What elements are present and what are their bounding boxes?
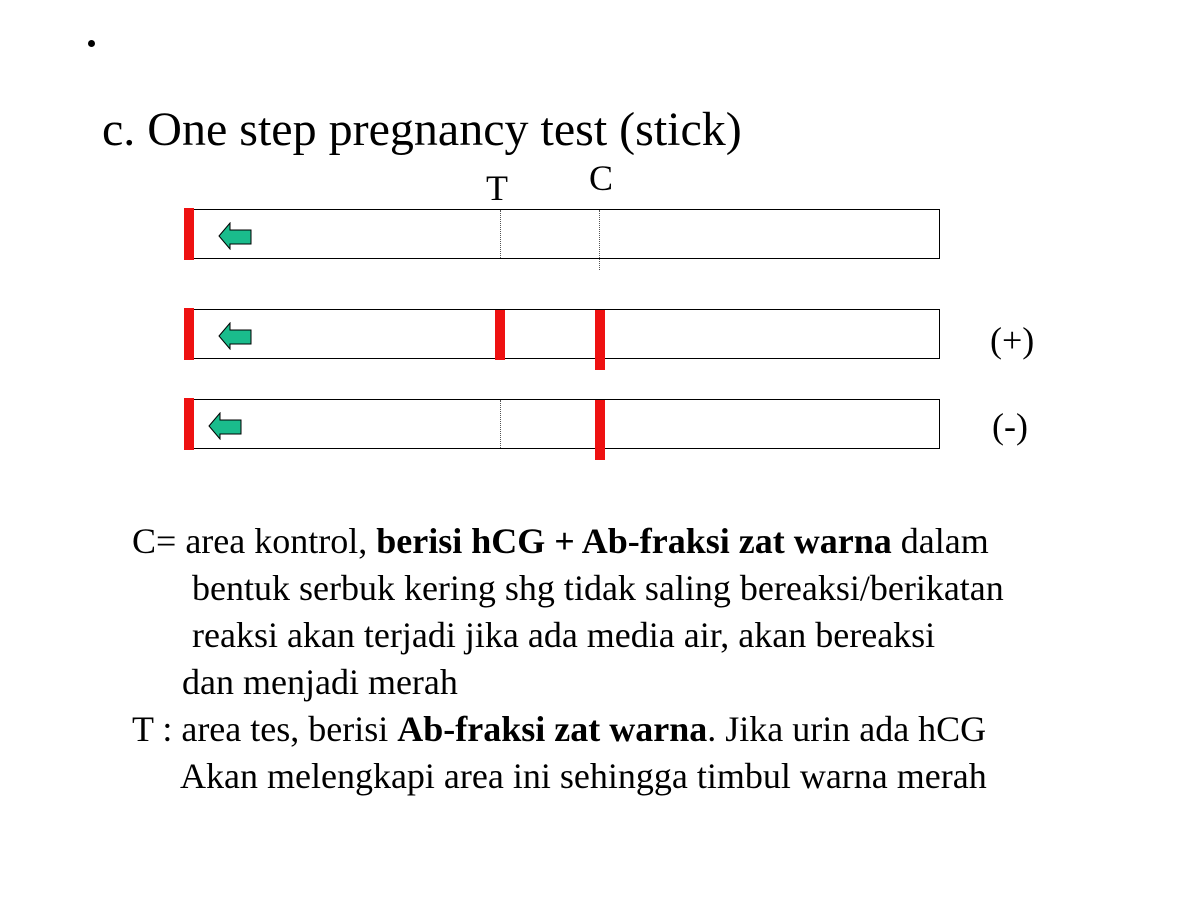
test-strip-negative (190, 399, 940, 449)
c-definition-line-4: dan menjadi merah (182, 662, 458, 702)
bullet-dot (88, 40, 95, 47)
test-position-guide (500, 400, 501, 448)
test-position-guide (500, 210, 501, 258)
c-definition-line-2: bentuk serbuk kering shg tidak saling bereaksi/berikatan (192, 568, 1004, 608)
control-line-label: C (589, 158, 614, 198)
c-definition-line-3: reaksi akan terjadi jika ada media air, akan bereaksi (192, 615, 936, 655)
control-band (595, 310, 605, 370)
description-text (132, 518, 1004, 800)
flow-arrow-icon (218, 322, 252, 350)
t-definition-bold: Ab-fraksi zat warna (397, 709, 708, 749)
test-line-label: T (486, 168, 508, 208)
slide-title: c. One step pregnancy test (stick) (102, 103, 742, 156)
c-definition-line-1: C= area kontrol, berisi hCG + Ab-fraksi zat warna dalam (132, 521, 989, 561)
sample-end-marker (184, 208, 194, 260)
test-strip-reference (190, 209, 940, 259)
sample-end-marker (184, 398, 194, 450)
flow-arrow-icon (218, 222, 252, 250)
sample-end-marker (184, 308, 194, 360)
result-positive-label: (+) (990, 320, 1035, 360)
t-definition-line-2: Akan melengkapi area ini sehingga timbul warna merah (180, 756, 987, 796)
control-position-guide (599, 210, 600, 270)
control-band (595, 400, 605, 460)
t-definition-line-1: T : area tes, berisi Ab-fraksi zat warna. Jika urin ada hCG (132, 709, 987, 749)
c-definition-bold: berisi hCG + Ab-fraksi zat warna (376, 521, 892, 561)
test-band (495, 310, 505, 360)
test-strip-positive (190, 309, 940, 359)
flow-arrow-icon (208, 412, 242, 440)
result-negative-label: (-) (992, 406, 1028, 446)
